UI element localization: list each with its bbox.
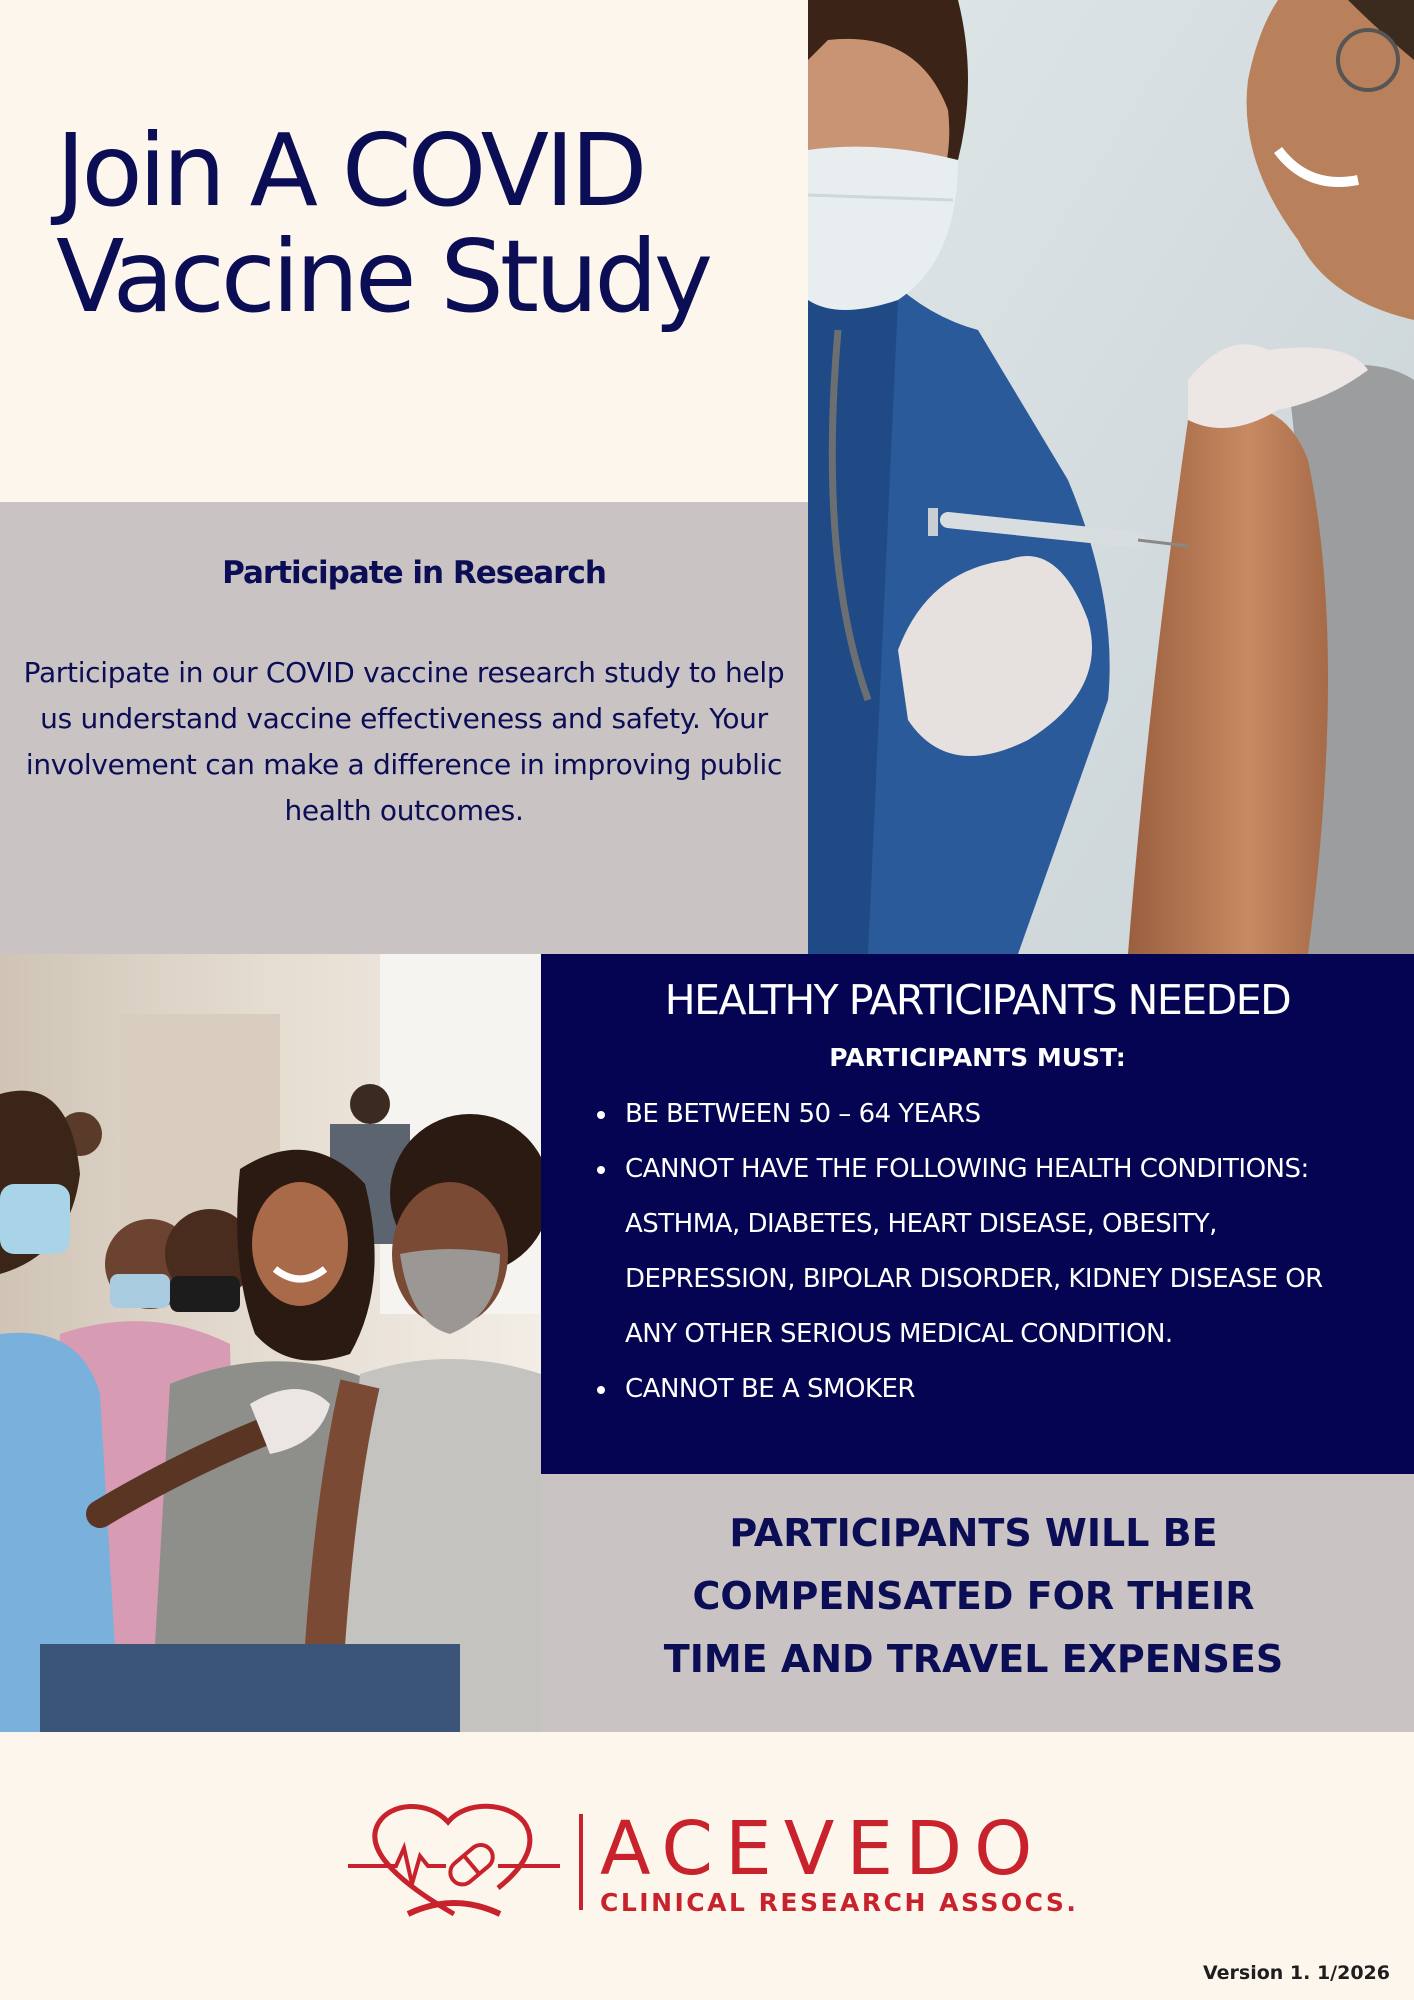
version-label: Version 1. 1/2026 bbox=[1202, 1962, 1390, 1984]
list-item: • BE BETWEEN 50 – 64 YEARS bbox=[619, 1087, 1349, 1142]
research-description: Participate in our COVID vaccine research study to help us understand vaccine effectiveness and safety. Your involvement can make a difference in improving public health outcomes. bbox=[23, 656, 785, 827]
heart-pill-icon bbox=[348, 1796, 560, 1920]
clinic-participants-photo bbox=[0, 954, 541, 1732]
list-item: • CANNOT BE A SMOKER bbox=[619, 1362, 1349, 1417]
logo-tagline: CLINICAL RESEARCH ASSOCS. bbox=[600, 1888, 1079, 1917]
page-title bbox=[56, 112, 796, 335]
vaccination-photo bbox=[808, 0, 1414, 954]
title-line-1: Join A COVID bbox=[56, 112, 644, 229]
research-heading: Participate in Research bbox=[222, 555, 606, 591]
title-line-2: Vaccine Study bbox=[56, 218, 710, 335]
requirements-list bbox=[589, 1087, 1349, 1417]
compensation-line-2: COMPENSATED FOR THEIR bbox=[692, 1574, 1255, 1618]
logo-name: ACEVEDO bbox=[600, 1806, 1045, 1892]
list-item: • CANNOT HAVE THE FOLLOWING HEALTH CONDITIONS: ASTHMA, DIABETES, HEART DISEASE, OBESITY, DEPRESSION, BIPOLAR DISORDER, KIDNEY DISEASE OR ANY OTHER SERIOUS MEDICAL CONDITION. bbox=[619, 1142, 1349, 1362]
compensation-line-1: PARTICIPANTS WILL BE bbox=[729, 1511, 1218, 1555]
compensation-notice bbox=[541, 1502, 1406, 1691]
requirements-heading: HEALTHY PARTICIPANTS NEEDED bbox=[664, 976, 1291, 1024]
requirements-subheading: PARTICIPANTS MUST: bbox=[829, 1043, 1126, 1072]
logo-divider bbox=[579, 1814, 583, 1910]
compensation-line-3: TIME AND TRAVEL EXPENSES bbox=[663, 1637, 1284, 1681]
